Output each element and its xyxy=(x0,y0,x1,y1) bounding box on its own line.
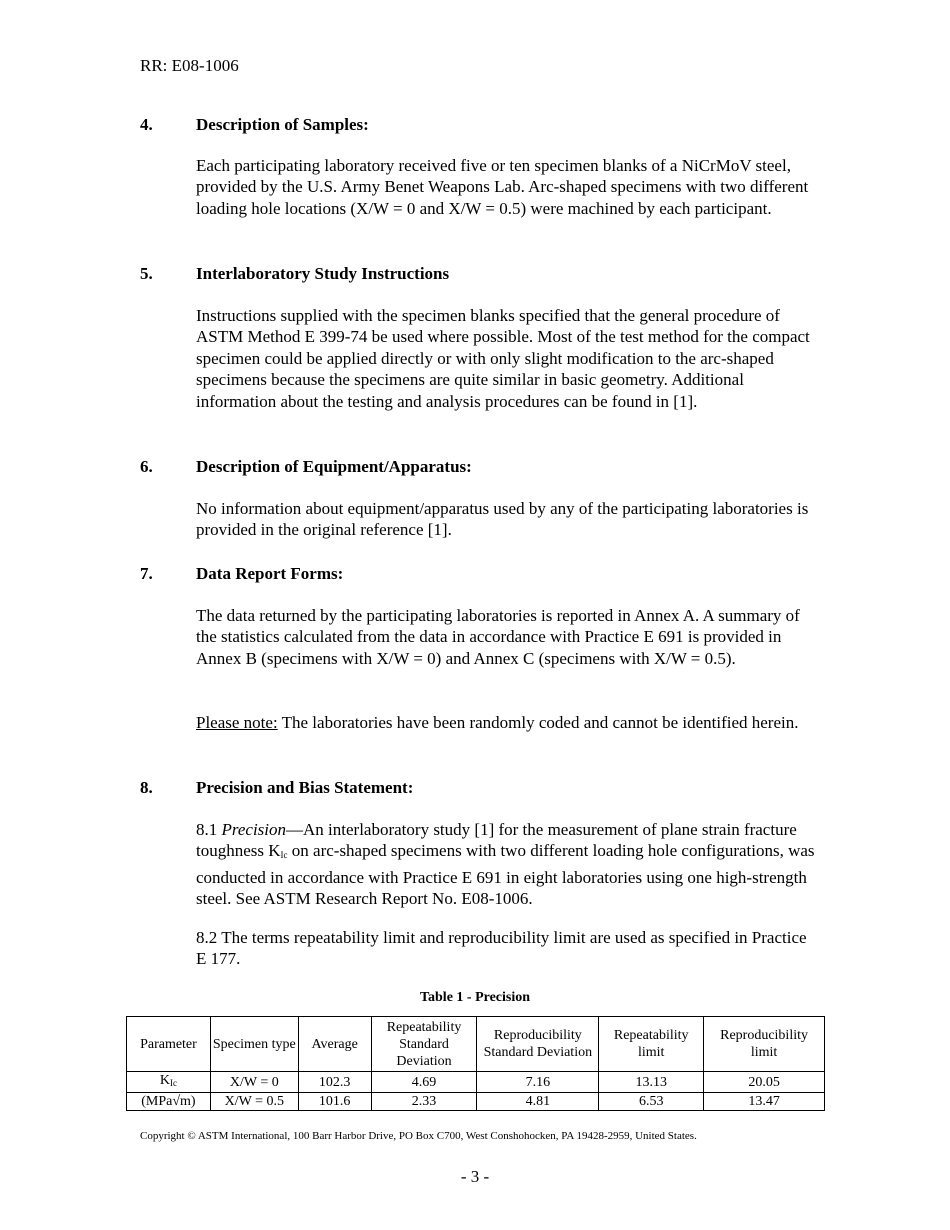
p81-term: Precision xyxy=(221,820,287,839)
param-symbol: K xyxy=(159,1073,170,1088)
header-repeatability-limit: Repeatability limit xyxy=(599,1017,704,1072)
report-id-header: RR: E08-1006 xyxy=(140,56,239,75)
header-repeatability-sd: Repeatability Standard Deviation xyxy=(371,1017,477,1072)
section-title: Description of Equipment/Apparatus: xyxy=(196,457,472,476)
table-caption: Table 1 - Precision xyxy=(419,990,531,1005)
section-6-paragraph: No information about equipment/apparatus used by any of the participating laboratories is provided in the original reference [1]. xyxy=(196,499,809,540)
cell-rep-sd: 2.33 xyxy=(371,1093,477,1111)
section-8-2-paragraph: 8.2 The terms repeatability limit and reproducibility limit are used as specified in Practice E 177. xyxy=(196,928,807,969)
section-7-note xyxy=(196,712,816,733)
cell-average: 102.3 xyxy=(298,1072,371,1093)
table-row xyxy=(127,1093,825,1111)
section-number: 4. xyxy=(140,115,153,134)
param-units-cell: (MPa√m) xyxy=(127,1093,211,1111)
cell-specimen: X/W = 0 xyxy=(210,1072,298,1093)
header-parameter: Parameter xyxy=(127,1017,211,1072)
section-5-paragraph: Instructions supplied with the specimen blanks specified that the general procedure of ASTM Method E 399-74 be used where possible. Most of the test method for the compact specimen could be applied directly or with only slight modification to the arc-shaped specimens because the specimens are quite similar in basic geometry. Additional information about the testing and analysis procedures can be found in [1]. xyxy=(196,306,810,411)
section-number: 6. xyxy=(140,457,153,476)
header-reproducibility-limit: Reproducibility limit xyxy=(704,1017,825,1072)
section-title: Interlaboratory Study Instructions xyxy=(196,264,450,283)
cell-repro-sd: 7.16 xyxy=(477,1072,599,1093)
section-7-paragraph: The data returned by the participating laboratories is reported in Annex A. A summary of the statistics calculated from the data in accordance with Practice E 691 is provided in Annex B (specimens with X/W = 0) and Annex C (specimens with X/W = 0.5). xyxy=(196,606,800,668)
section-title: Data Report Forms: xyxy=(196,564,344,583)
section-title: Description of Samples: xyxy=(196,115,369,134)
cell-rep-limit: 6.53 xyxy=(599,1093,704,1111)
header-average: Average xyxy=(298,1017,371,1072)
section-title: Precision and Bias Statement: xyxy=(196,778,414,797)
cell-repro-limit: 13.47 xyxy=(704,1093,825,1111)
cell-specimen: X/W = 0.5 xyxy=(210,1093,298,1111)
note-text: The laboratories have been randomly coded and cannot be identified herein. xyxy=(277,713,799,732)
section-number: 8. xyxy=(140,778,153,797)
page-number: - 3 - xyxy=(460,1167,490,1186)
param-subscript: Ic xyxy=(170,1078,177,1088)
section-8-1-paragraph xyxy=(196,819,816,910)
cell-average: 101.6 xyxy=(298,1093,371,1111)
header-reproducibility-sd: Reproducibility Standard Deviation xyxy=(477,1017,599,1072)
cell-rep-limit: 13.13 xyxy=(599,1072,704,1093)
cell-rep-sd: 4.69 xyxy=(371,1072,477,1093)
table-header-row xyxy=(127,1017,825,1072)
p81-prefix: 8.1 xyxy=(196,820,222,839)
header-specimen-type: Specimen type xyxy=(210,1017,298,1072)
table-row xyxy=(127,1072,825,1093)
param-symbol-cell xyxy=(127,1072,211,1093)
section-number: 5. xyxy=(140,264,153,283)
cell-repro-limit: 20.05 xyxy=(704,1072,825,1093)
note-label: Please note: xyxy=(196,713,278,732)
p81-text-b: on arc-shaped specimens with two different loading hole configurations, was conducted in accordance with Practice E 691 in eight laboratories using one high-strength steel. See ASTM Research Report No. E08-1006. xyxy=(196,841,815,909)
section-4-paragraph: Each participating laboratory received five or ten specimen blanks of a NiCrMoV steel, provided by the U.S. Army Benet Weapons Lab. Arc-shaped specimens with two different loading hole locations (X/W = 0 and X/W = 0.5) were machined by each participant. xyxy=(196,156,809,218)
p81-subscript: Ic xyxy=(280,850,288,861)
p81-text-a: —An interlaboratory study [1] for the measurement of plane strain fracture toughness K xyxy=(196,820,797,861)
cell-repro-sd: 4.81 xyxy=(477,1093,599,1111)
section-number: 7. xyxy=(140,564,153,583)
precision-table xyxy=(126,1016,825,1111)
copyright-footer: Copyright © ASTM International, 100 Barr Harbor Drive, PO Box C700, West Conshohocken, PA 19428-2959, United States. xyxy=(140,1130,697,1142)
